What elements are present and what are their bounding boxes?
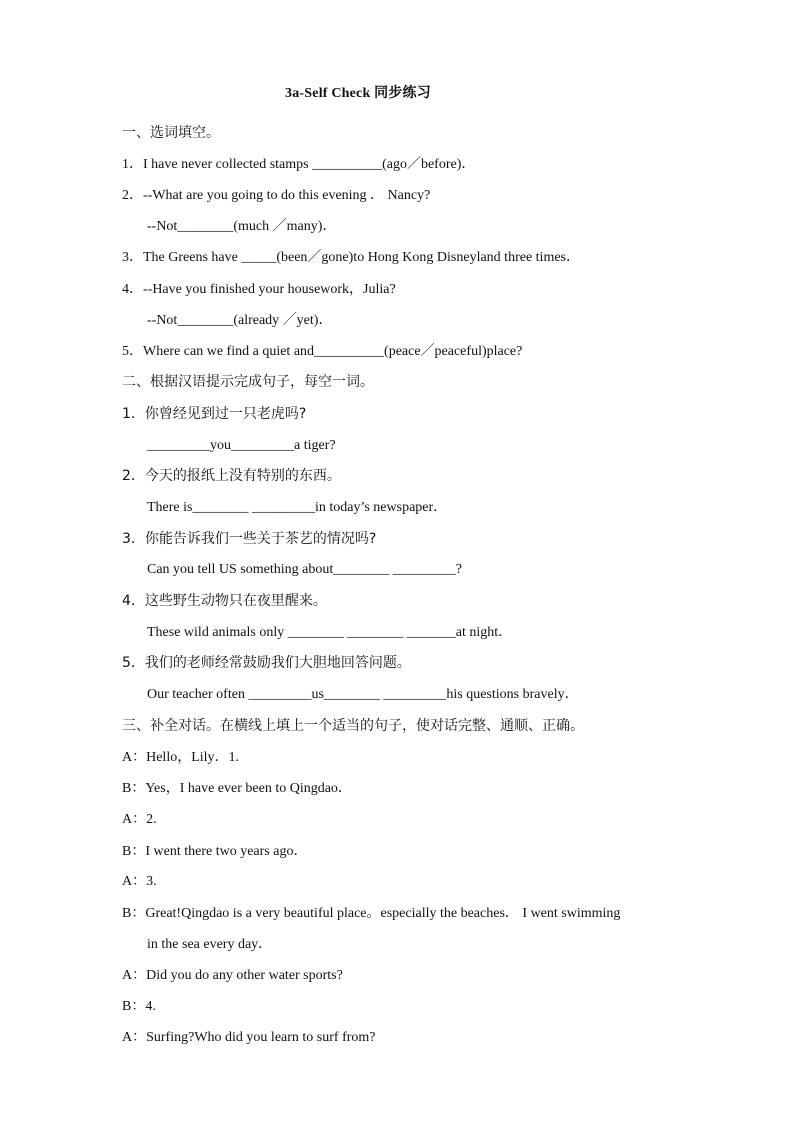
question-line: 2．--What are you going to do this evening ． Nancy? (122, 188, 431, 203)
question-line: 3．The Greens have _____(been／gone)to Hong Kong Disneyland three times． (122, 250, 580, 265)
dialogue-line: A：3. (122, 874, 157, 889)
chinese-prompt: 3．你能告诉我们一些关于茶艺的情况吗? (122, 531, 377, 547)
dialogue-line: A：Surfing?Who did you learn to surf from? (122, 1030, 376, 1045)
chinese-prompt: 1．你曾经见到过一只老虎吗? (122, 406, 307, 422)
dialogue-line: B：I went there two years ago． (122, 844, 308, 859)
question-line: 4．--Have you finished your housework，Julia? (122, 282, 396, 297)
chinese-prompt: 4．这些野生动物只在夜里醒来。 (122, 593, 327, 609)
question-line: 5．Where can we find a quiet and__________(peace／peaceful)place? (122, 344, 523, 359)
chinese-prompt: 2．今天的报纸上没有特别的东西。 (122, 468, 341, 484)
dialogue-line: B：4. (122, 999, 156, 1014)
section-3-heading: 三、补全对话。在横线上填上一个适当的句子，使对话完整、通顺、正确。 (122, 718, 584, 734)
answer-line: Can you tell US something about________ _________? (147, 562, 462, 577)
dialogue-line: A：2. (122, 812, 157, 827)
question-line: 1．I have never collected stamps __________(ago／before)． (122, 157, 476, 172)
dialogue-line: B：Yes，I have ever been to Qingdao． (122, 781, 352, 796)
chinese-prompt: 5．我们的老师经常鼓励我们大胆地回答问题。 (122, 655, 411, 671)
section-2-heading: 二、根据汉语提示完成句子，每空一词。 (122, 374, 374, 390)
answer-line: --Not________(already ／yet)． (147, 313, 333, 328)
answer-line: --Not________(much ／many)． (147, 219, 337, 234)
dialogue-line: A：Hello，Lily．1. (122, 750, 240, 765)
page-title: 3a-Self Check 同步练习 (285, 86, 431, 101)
answer-line: _________you_________a tiger? (147, 438, 336, 453)
dialogue-line: A：Did you do any other water sports? (122, 968, 343, 983)
answer-line: These wild animals only ________ ________ _______at night． (147, 625, 513, 640)
dialogue-line: B：Great!Qingdao is a very beautiful place。especially the beaches． I went swimming (122, 906, 621, 921)
answer-line: There is________ _________in today’s newspaper． (147, 500, 448, 515)
dialogue-line: in the sea every day． (147, 937, 273, 952)
section-1-heading: 一、选词填空。 (122, 125, 220, 141)
answer-line: Our teacher often _________us________ _________his questions bravely． (147, 687, 579, 702)
